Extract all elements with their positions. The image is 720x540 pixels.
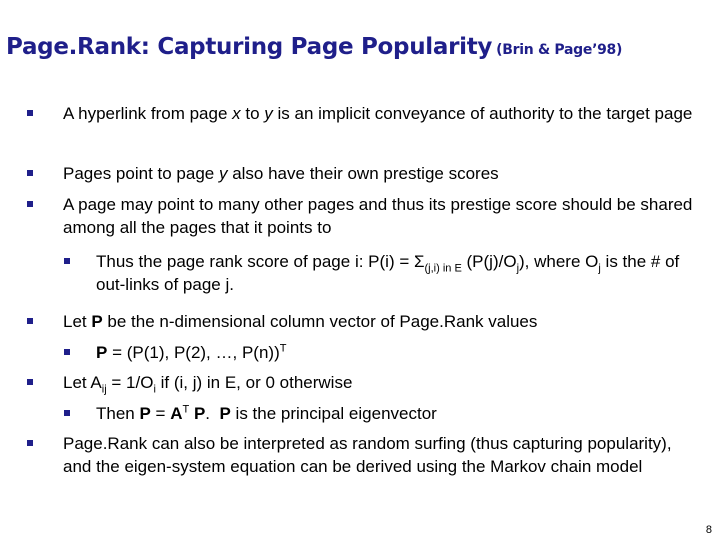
bullet-7-text: Let $A_{ij} = 1/O_i$ if (i, j) in E, or 0 otherwise bbox=[63, 373, 353, 396]
bullet-marker bbox=[64, 410, 70, 416]
bullet-7 bbox=[63, 371, 703, 394]
bullet-8-text: Then $P = A^T$ P. P is the principal eigenvector bbox=[96, 403, 437, 423]
page-number: 8 bbox=[705, 524, 712, 536]
bullet-3 bbox=[63, 193, 703, 239]
title-citation: (Brin & Page’98) bbox=[496, 42, 623, 58]
bullet-marker bbox=[64, 258, 70, 264]
bullet-9-text: Page.Rank can also be interpreted as random surfing (thus capturing popularity), and the eigen-system equation can be derived using the Markov chain model bbox=[63, 434, 672, 476]
bullet-4 bbox=[96, 250, 696, 296]
bullet-marker bbox=[27, 440, 33, 446]
bullet-5 bbox=[63, 310, 703, 333]
bullet-9 bbox=[63, 432, 703, 478]
bullet-marker bbox=[27, 201, 33, 207]
bullet-2-text: Pages point to page y also have their own prestige scores bbox=[63, 164, 499, 183]
bullet-3-text: A page may point to many other pages and thus its prestige score should be shared among all the pages that it points to bbox=[63, 195, 693, 237]
bullet-5-text: Let P be the n-dimensional column vector of Page.Rank values bbox=[63, 312, 538, 331]
title-main: Page.Rank: Capturing Page Popularity bbox=[6, 34, 493, 60]
bullet-4-text: Thus the page rank score of page i: $P(i) = \Sigma_{(j,i) in E}$ $(P(j)/O_j)$, where $O_j$ is the # of out-links of page j. bbox=[96, 252, 680, 294]
bullet-marker bbox=[27, 110, 33, 116]
slide-title bbox=[6, 34, 622, 60]
bullet-marker bbox=[27, 318, 33, 324]
bullet-6 bbox=[96, 341, 696, 364]
bullet-1 bbox=[63, 102, 703, 125]
bullet-6-text: P = (P(1), P(2), …, P(n))$^T$ bbox=[96, 342, 287, 362]
bullet-8 bbox=[96, 402, 696, 425]
bullet-marker bbox=[27, 170, 33, 176]
bullet-2 bbox=[63, 162, 703, 185]
bullet-1-text: A hyperlink from page x to y is an implicit conveyance of authority to the target page bbox=[63, 104, 693, 123]
bullet-marker bbox=[64, 349, 70, 355]
bullet-marker bbox=[27, 379, 33, 385]
